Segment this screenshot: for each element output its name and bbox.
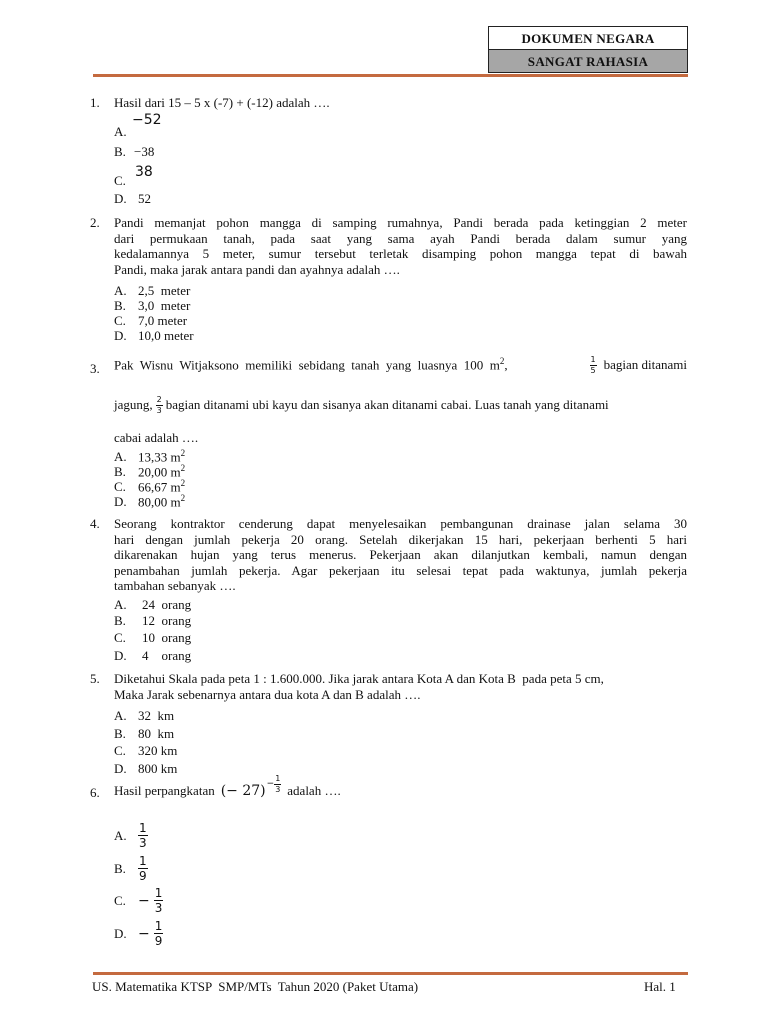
power-base: (− 27) — [220, 783, 266, 799]
q5-option-c: C. 320 km — [114, 743, 178, 758]
document-header-box — [488, 26, 688, 73]
question-2-number: 2. — [90, 215, 100, 230]
q4-option-d: D. 4 orang — [114, 648, 192, 663]
page-number: Hal. 1 — [644, 979, 676, 994]
question-1-text: Hasil dari 15 – 5 x (-7) + (-12) adalah …. — [114, 95, 330, 110]
q6-option-d: D. − $\frac{1}{9}$ — [114, 919, 163, 948]
q2-option-a: A. 2,5 meter — [114, 283, 191, 298]
question-1-number: 1. — [90, 95, 100, 110]
document-title: DOKUMEN NEGARA — [489, 27, 687, 50]
q2-option-c: C. 7,0 meter — [114, 313, 188, 328]
q4-option-a: A. 24 orang — [114, 597, 192, 612]
q3-option-d: D. 80,00 $m^2$ — [114, 493, 186, 510]
q6-option-a: A. $\frac{1}{3}$ — [114, 821, 147, 850]
classification-label: SANGAT RAHASIA — [489, 50, 687, 72]
q3-option-a: A. 13,33 $m^2$ — [114, 448, 186, 465]
question-5-text: Diketahui Skala pada peta 1 : 1.600.000. Jika jarak antara Kota A dan Kota B pada peta 5 cm, Maka Jarak sebenarnya antara dua kota A dan B adalah …. — [114, 671, 604, 702]
q1-option-b: B. −38 — [114, 144, 155, 159]
header-divider — [93, 74, 688, 77]
q1-option-c: C.38 — [114, 164, 153, 188]
q1-option-a: A.−52 — [114, 112, 162, 139]
question-4-text: Seorang kontraktor cenderung dapat menyelesaikan pembangunan drainase jalan selama 30 hari dengan jumlah pekerja 20 orang. Setelah dikerjakan 15 hari, pekerjaan berhenti 5 hari dikarenakan hujan yang terus menerus. Pekerjaan akan dilanjutkan kembali, namun dengan penambahan jumlah pekerja. Agar pekerjaan itu selesai tepat pada waktunya, jumlah pekerja tambahan sebanyak …. — [114, 516, 687, 593]
q2-option-d: D. 10,0 meter — [114, 328, 194, 343]
question-5-number: 5. — [90, 671, 100, 686]
q2-option-b: B. 3,0 meter — [114, 298, 191, 313]
question-2-text: Pandi memanjat pohon mangga di samping rumahnya, Pandi berada pada ketinggian 2 meter dari permukaan tanah, pada saat yang sama ayah Pandi berada dalam sumur yang kedalamannya 5 meter, sumur tersebut terletak disamping pohon mangga tepat di bawah Pandi, maka jarak antara pandi dan ayahnya adalah …. — [114, 215, 687, 277]
q5-option-b: B. 80 km — [114, 726, 175, 741]
footer-exam-title: US. Matematika KTSP SMP/MTs Tahun 2020 (Paket Utama) — [92, 979, 419, 994]
q3-option-c: C. 66,67 $m^2$ — [114, 478, 186, 495]
q6-option-b: B. $\frac{1}{9}$ — [114, 854, 147, 883]
q1-option-d: D. 52 — [114, 191, 151, 206]
q3-option-b: B. 20,00 $m^2$ — [114, 463, 186, 480]
question-4-number: 4. — [90, 516, 100, 531]
q4-option-b: B. 12 orang — [114, 613, 192, 628]
fraction-one-fifth: $\frac{1}{5}$ — [590, 354, 596, 375]
q4-option-c: C. 10 orang — [114, 630, 192, 645]
question-6-text: Hasil perpangkatan (− 27) − $\frac{1}{3}$ adalah …. — [114, 773, 341, 799]
footer-divider — [93, 972, 688, 975]
q5-option-d: D. 800 km — [114, 761, 178, 776]
question-3-number: 3. — [90, 361, 100, 376]
power-exponent: − $\frac{1}{3}$ — [266, 773, 281, 794]
q6-option-c: C. − $\frac{1}{3}$ — [114, 886, 163, 915]
question-3-text: Pak Wisnu Witjaksono memiliki sebidang tanah yang luasnya 100 $m^2$, $\frac{1}{5}$ bagian ditanami jagung, $\frac{2}{3}$ bagian ditanami ubi kayu dan sisanya akan ditanami cabai. Luas tanah yang ditanami cabai adalah …. — [114, 354, 687, 445]
question-6-number: 6. — [90, 785, 100, 800]
q5-option-a: A. 32 km — [114, 708, 175, 723]
fraction-two-thirds: $\frac{2}{3}$ — [156, 394, 162, 415]
